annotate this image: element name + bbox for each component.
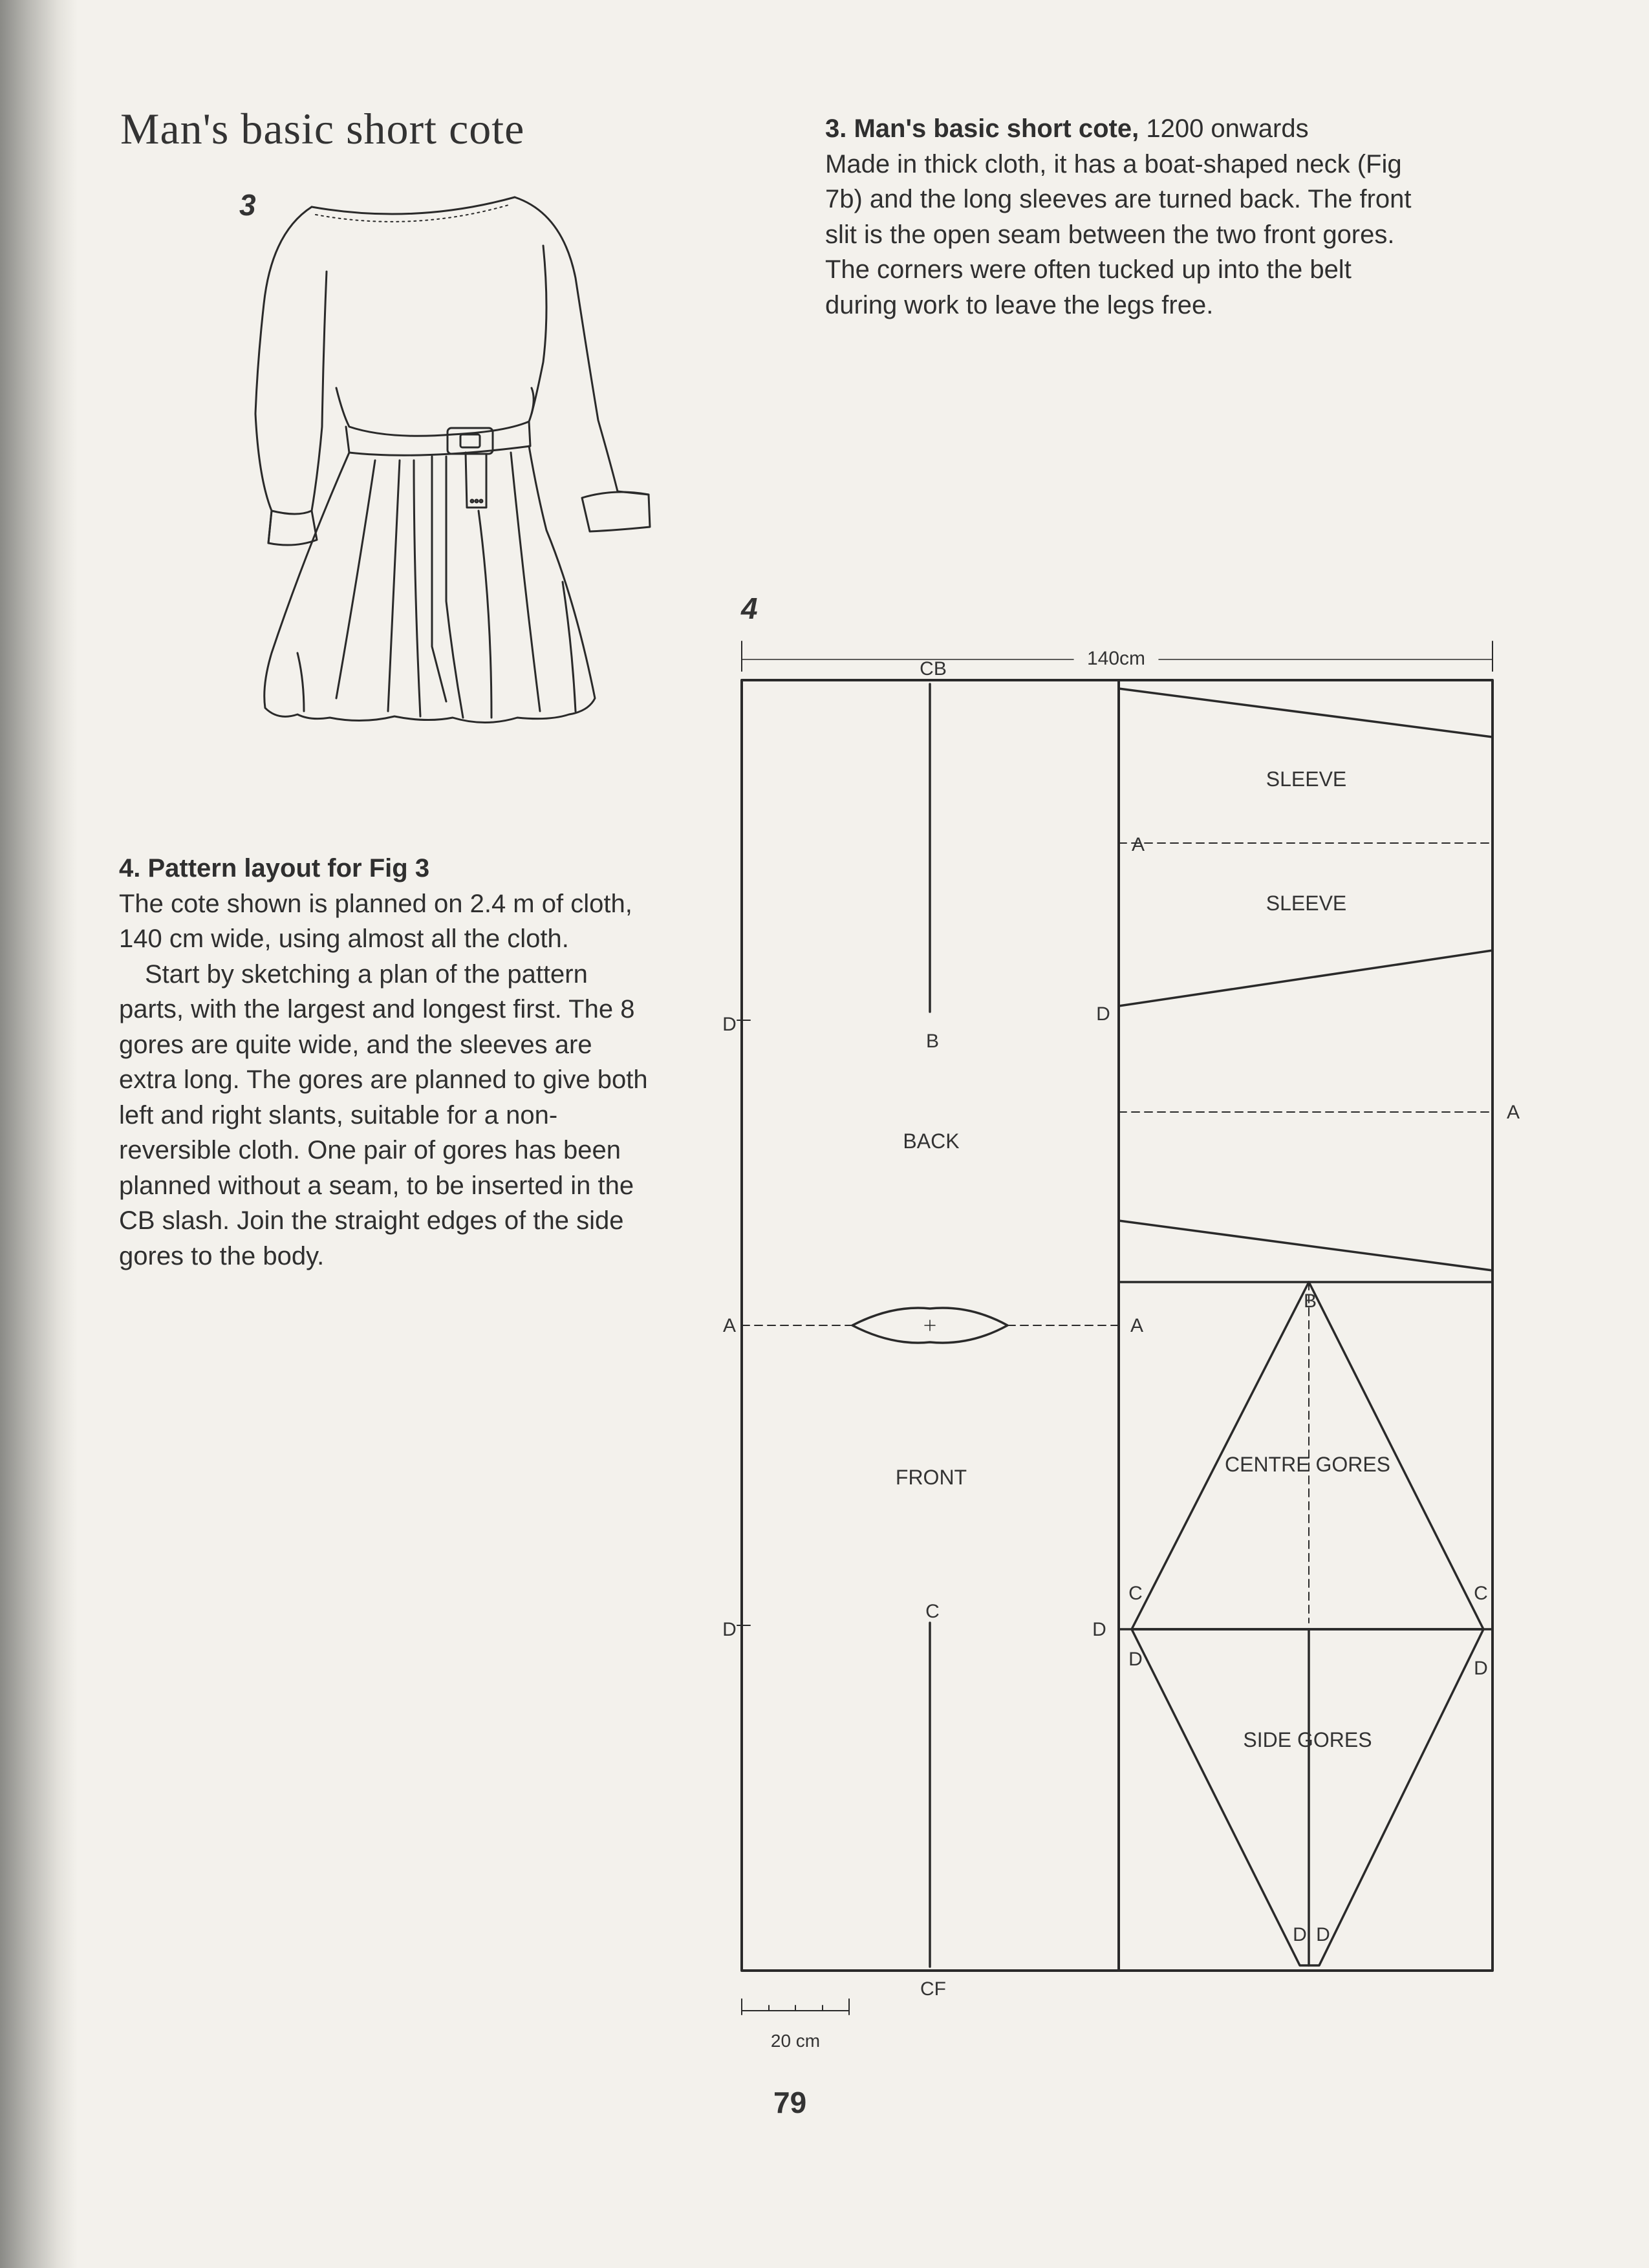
point-a-label: A [1506, 1102, 1520, 1123]
point-c-label: C [1474, 1583, 1488, 1604]
book-gutter-shadow [0, 0, 78, 2268]
point-b-label: B [1303, 1290, 1317, 1312]
figure-3-caption-line: during work to leave the legs free. [825, 290, 1214, 319]
page-number: 79 [773, 2086, 807, 2119]
figure-4-caption-paragraph-1: The cote shown is planned on 2.4 m of cloth, 140 cm wide, using almost all the cloth. [119, 889, 632, 953]
point-b-label: B [925, 1031, 940, 1052]
figure-3-caption [825, 111, 1504, 323]
point-d-label: D [1474, 1658, 1488, 1679]
sleeve-label-upper: SLEEVE [1266, 767, 1347, 791]
scale-bar-label: 20 cm [770, 2031, 821, 2051]
front-piece-label: FRONT [895, 1466, 967, 1489]
side-gores-label: SIDE GORES [1243, 1728, 1372, 1751]
page-title: Man's basic short cote [120, 104, 525, 153]
point-d-label: D [1092, 1619, 1106, 1640]
figure-4-caption-paragraph-2: Start by sketching a plan of the pattern parts, with the largest and longest first. The 8 gores are quite wide, and the sleeves are extra long. The gores are planned to give both left and right slants, suitable for a non-reversible cloth. One pair of gores has been planned without a seam, to be inserted in the CB slash. Join the straight edges of the side gores to the body. [119, 959, 648, 1270]
point-d-label: D [1316, 1924, 1330, 1945]
sleeve-label-lower: SLEEVE [1266, 892, 1347, 915]
point-c-label: C [1128, 1583, 1143, 1604]
point-d-label: D [722, 1014, 737, 1035]
point-d-label: D [1293, 1924, 1307, 1945]
figure-3-caption-line: The corners were often tucked up into the belt [825, 255, 1352, 284]
figure-3-caption-line: 7b) and the long sleeves are turned back. The front [825, 185, 1412, 213]
figure-3-caption-title: 3. Man's basic short cote, [825, 114, 1139, 143]
short-cote-illustration [246, 187, 673, 776]
cb-label: CB [920, 658, 947, 679]
figure-4-caption [119, 851, 649, 1274]
figure-3-caption-heading [825, 111, 1504, 147]
pattern-layout-diagram [711, 621, 1565, 2069]
centre-gores-label: CENTRE GORES [1224, 1453, 1391, 1476]
figure-3-caption-date: 1200 onwards [1139, 114, 1309, 143]
point-a-label: A [1130, 1315, 1144, 1336]
figure-3-caption-line: Made in thick cloth, it has a boat-shaped neck (Fig [825, 149, 1402, 178]
back-piece-label: BACK [903, 1129, 960, 1153]
point-d-label: D [722, 1619, 737, 1640]
point-d-label: D [1128, 1649, 1143, 1670]
point-a-label: A [722, 1315, 737, 1336]
figure-3-caption-line: slit is the open seam between the two front gores. [825, 220, 1395, 249]
figure-4-number: 4 [741, 592, 758, 625]
cf-label: CF [920, 1978, 946, 2000]
point-d-label: D [1096, 1003, 1110, 1025]
point-a-label: A [1131, 834, 1145, 855]
width-dimension-label: 140cm [1086, 648, 1146, 669]
figure-4-caption-heading: 4. Pattern layout for Fig 3 [119, 854, 430, 883]
point-c-label: C [925, 1601, 940, 1622]
figure-3-number: 3 [239, 188, 256, 222]
